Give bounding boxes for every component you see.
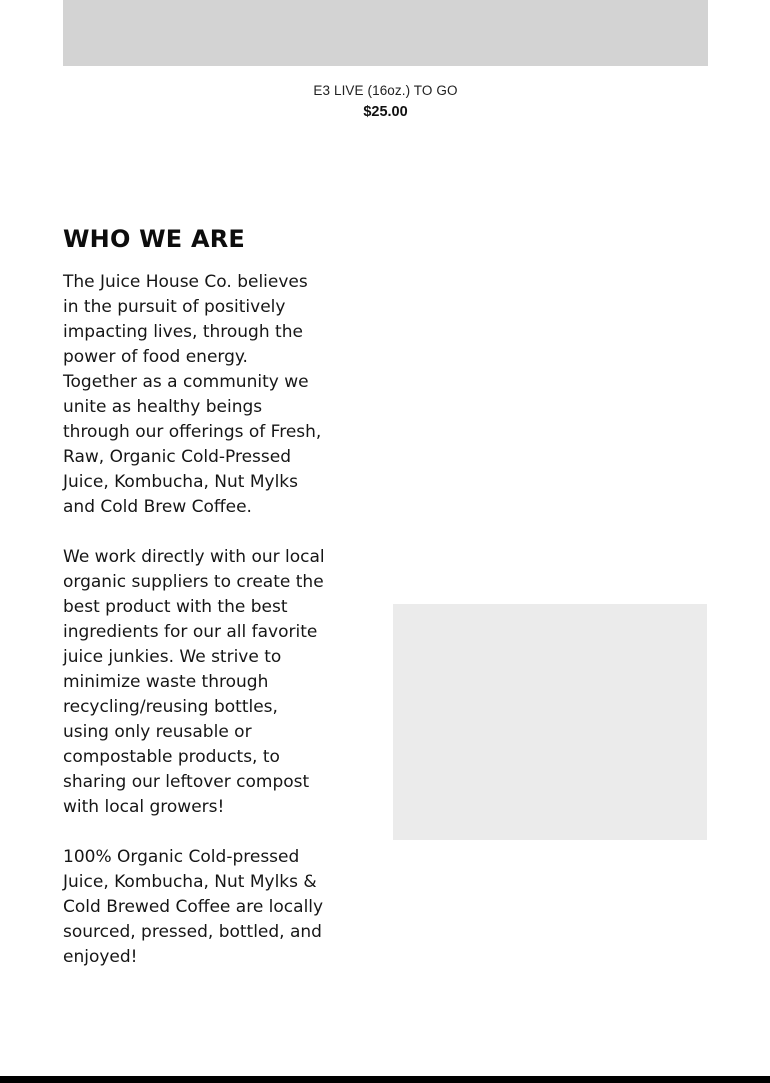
about-paragraph: The Juice House Co. believes in the pursuit of positively impacting lives, through the power of food energy. Together as a community we unite as healthy beings through our offerings of Fresh, Raw, Organic Cold-Pressed Juice, Kombucha, Nut Mylks and Cold Brew Coffee. (63, 272, 322, 517)
about-image (393, 604, 707, 840)
section-heading: WHO WE ARE (63, 225, 245, 253)
product-title-link[interactable]: E3 LIVE (16oz.) TO GO (313, 83, 458, 98)
product-price: $25.00 (363, 104, 408, 120)
product-image[interactable] (63, 0, 708, 66)
footer-bar (0, 1076, 770, 1083)
about-paragraph: 100% Organic Cold-pressed Juice, Kombucha, Nut Mylks & Cold Brewed Coffee are locally sourced, pressed, bottled, and enjoyed! (63, 847, 324, 967)
about-paragraph: We work directly with our local organic suppliers to create the best product with the best ingredients for our all favorite juice junkies. We strive to minimize waste through recycling/reusing bottles, using only reusable or compostable products, to sharing our leftover compost with local growers! (63, 547, 325, 817)
about-text (63, 270, 325, 970)
